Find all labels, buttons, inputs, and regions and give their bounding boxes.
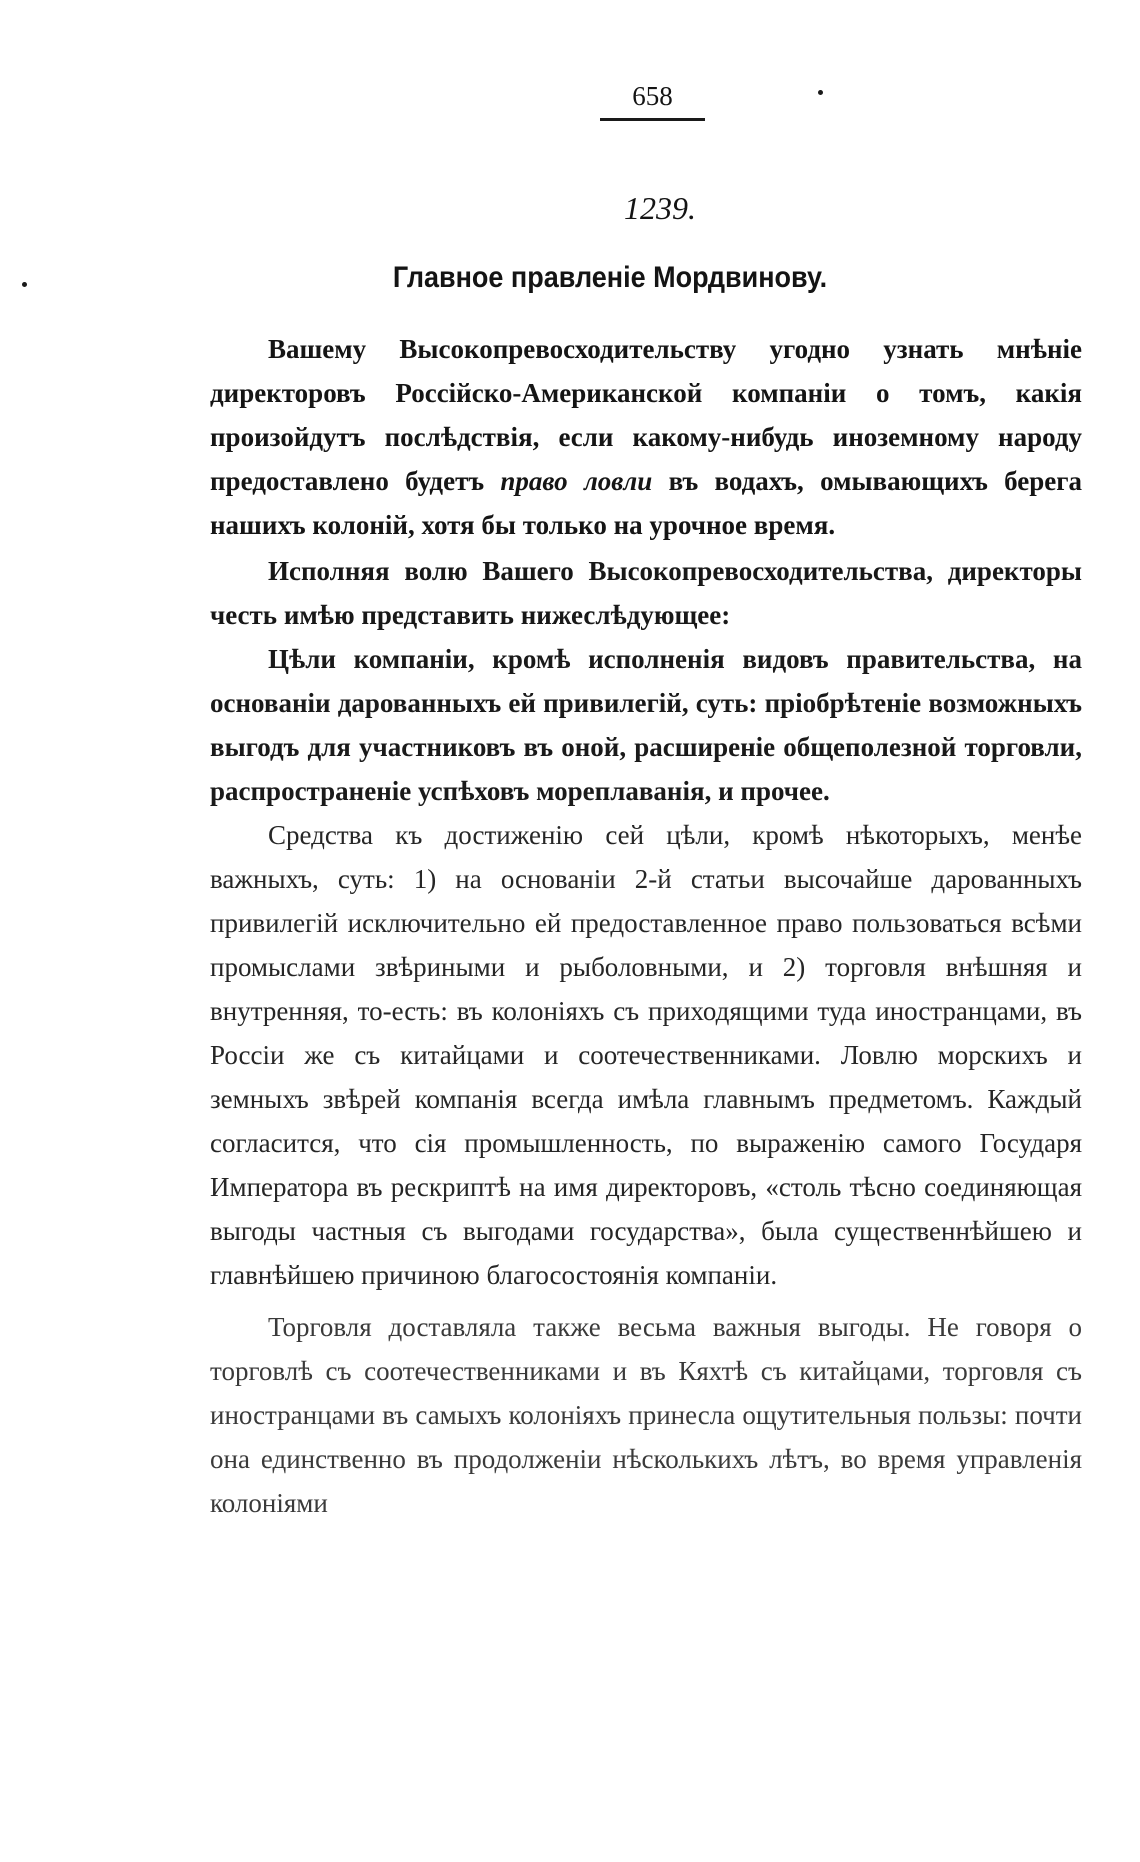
body-text <box>210 327 1082 1525</box>
print-speck-left <box>22 282 27 287</box>
paragraph-2: Исполняя волю Вашего Высокопревосходительства, директоры честь имѣю представить нижеслѣдующее: <box>210 556 1082 630</box>
paragraph-1-italic-term: право ловли <box>500 466 653 496</box>
paragraph-3: Цѣли компаніи, кромѣ исполненія видовъ правительства, на основаніи дарованныхъ ей привилегій, суть: пріобрѣтеніе возможныхъ выгодъ для участниковъ въ оной, расширеніе общеполезной торговли, распространеніе успѣховъ мореплаванія, и прочее. <box>210 644 1082 806</box>
document-title: Главное правленіе Мордвинову. <box>392 261 828 294</box>
paragraph-4: Средства къ достиженію сей цѣли, кромѣ нѣкоторыхъ, менѣе важныхъ, суть: 1) на основаніи 2-й статьи высочайше дарованныхъ привилегій исключительно ей предоставленное право пользоваться всѣми промыслами звѣриными и рыболовными, и 2) торговля внѣшняя и внутренняя, то-есть: въ колоніяхъ съ приходящими туда иностранцами, въ Россіи же съ китайцами и соотечественниками. Ловлю морскихъ и земныхъ звѣрей компанія всегда имѣла главнымъ предметомъ. Каждый согласится, что сія промышленность, по выраженію самого Государя Императора въ рескриптѣ на имя директоровъ, «столь тѣсно соединяющая выгоды частныя съ выгодами государства», была существеннѣйшею и главнѣйшею причиною благосостоянія компаніи. <box>210 820 1082 1290</box>
page-number: 658 <box>600 78 705 121</box>
paragraph-1 <box>210 327 1082 547</box>
document-number: 1239. <box>624 190 696 226</box>
paragraph-5: Торговля доставляла также весьма важныя выгоды. Не говоря о торговлѣ съ соотечественниками и въ Кяхтѣ съ китайцами, торговля съ иностранцами въ самыхъ колоніяхъ принесла ощутительныя пользы: почти она единственно въ продолженіи нѣсколькихъ лѣтъ, во время управленія колоніями <box>210 1312 1082 1518</box>
print-speck-top <box>818 90 823 95</box>
paragraph-1-end: въ водахъ, омывающихъ берега нашихъ колоній, хотя бы только на урочное время. <box>210 466 1083 540</box>
paragraph-1-start: Вашему Высокопревосходительству угодно узнать мнѣніе директоровъ Россійско-Американской компаніи о томъ, какія произойдутъ послѣдствія, если какому-нибудь иноземному народу предоставлено будетъ <box>210 334 1082 496</box>
